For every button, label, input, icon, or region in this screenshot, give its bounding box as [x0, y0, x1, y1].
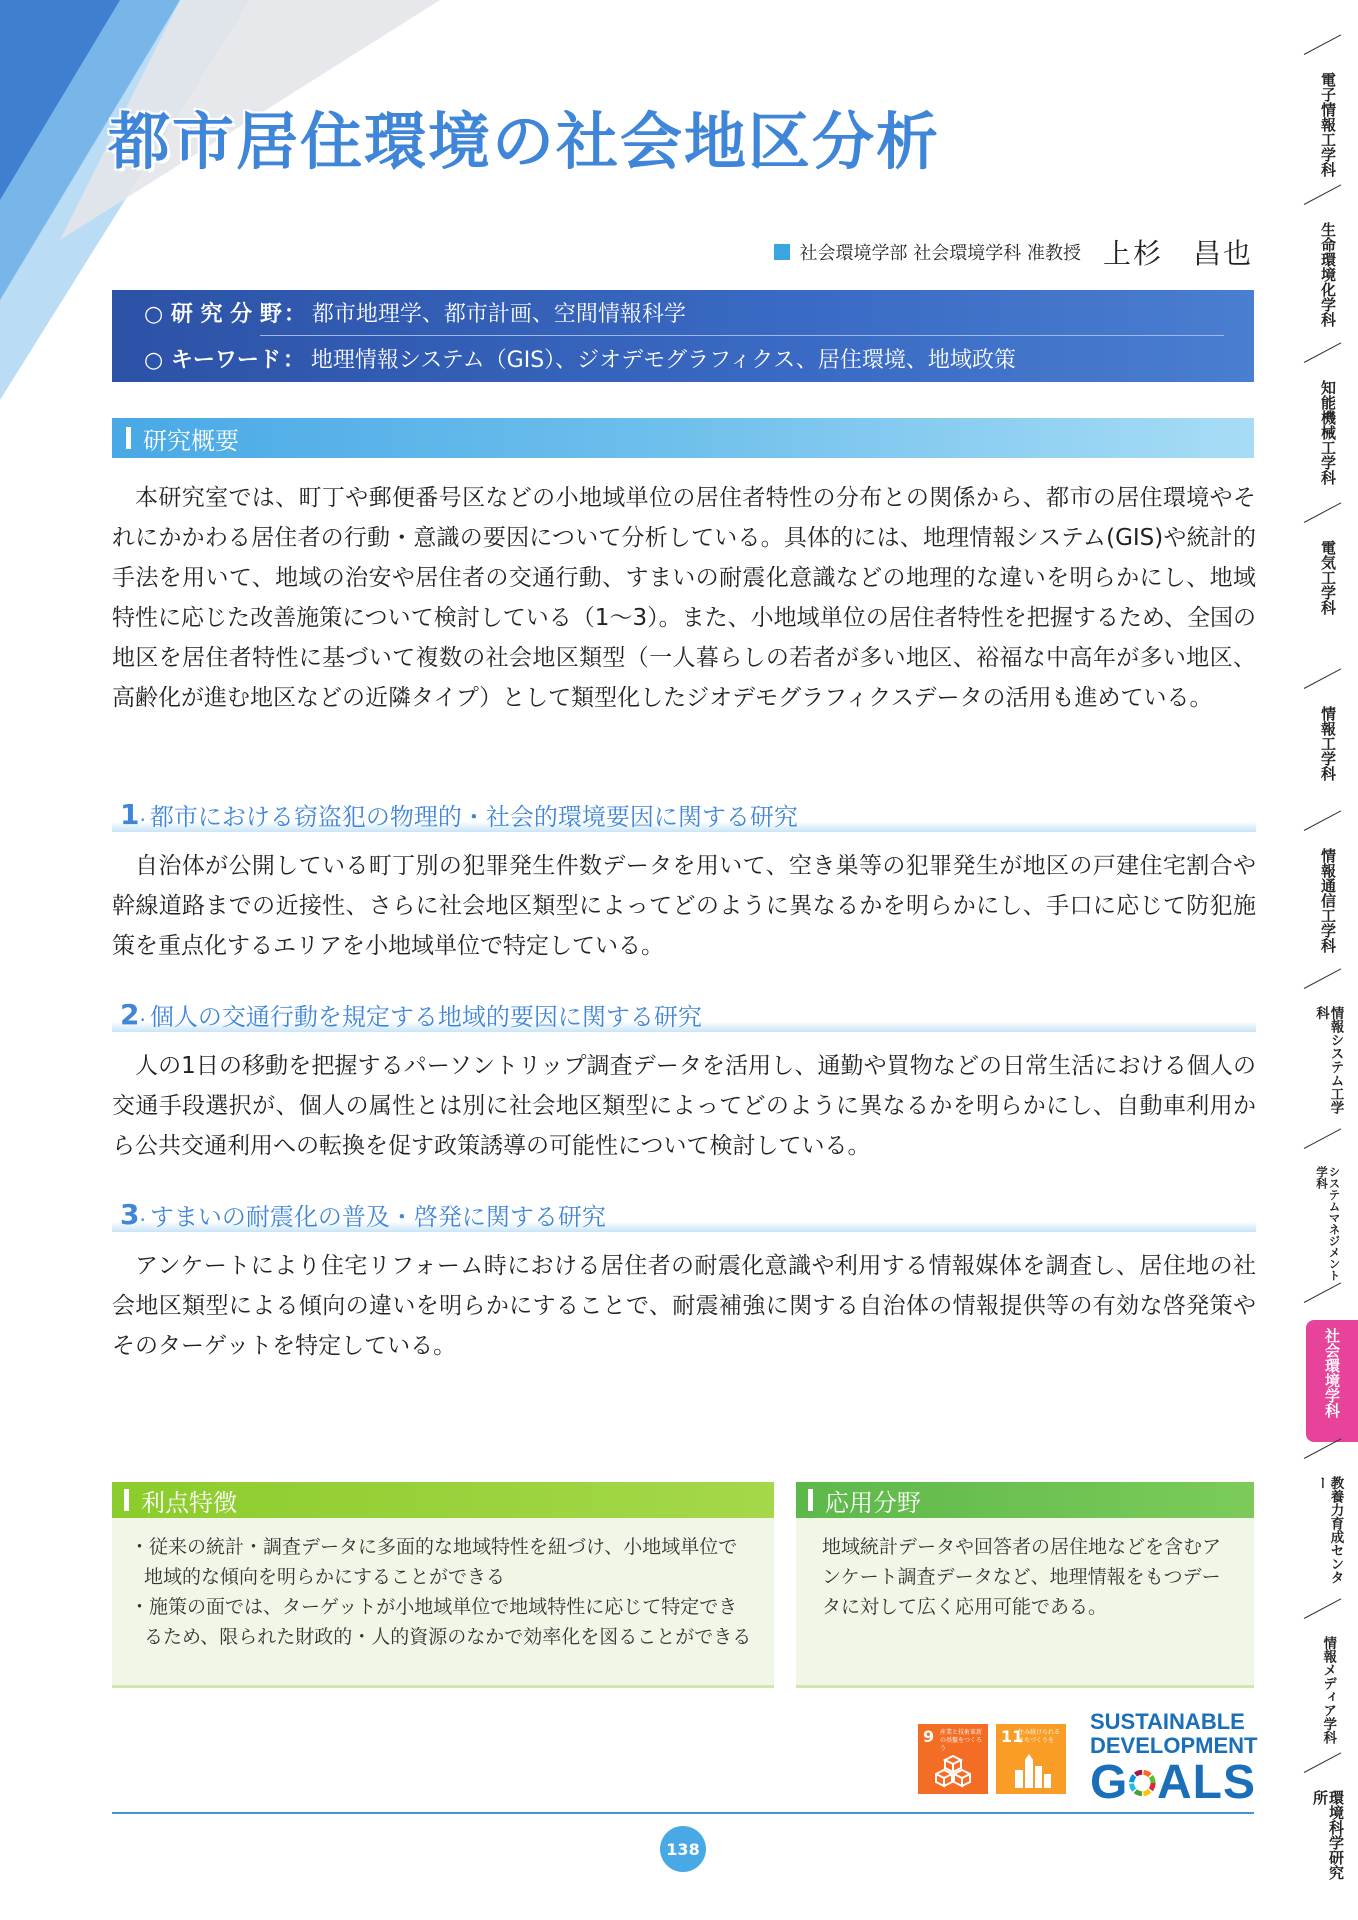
info-divider — [260, 335, 1224, 336]
side-tab-label: 電気工学科 — [1319, 540, 1337, 615]
sdg-logo — [1090, 1710, 1256, 1808]
side-tab-10[interactable] — [1306, 1476, 1350, 1594]
side-tab-8[interactable] — [1306, 1166, 1350, 1284]
research-info-box — [112, 290, 1254, 382]
sdg-9-text: 産業と技術革新の基盤をつくろう — [940, 1729, 983, 1752]
sdg-logo-line2: DEVELOPMENT — [1090, 1733, 1258, 1758]
sdg-wheel-icon — [1128, 1763, 1157, 1803]
applications-heading — [796, 1482, 1254, 1518]
side-tab-separator — [1304, 968, 1342, 989]
advantage-item: ・従来の統計・調査データに多面的な地域特性を紐づけ、小地域単位で地域的な傾向を明らかにすることができる — [130, 1536, 738, 1588]
side-tab-label: 生命環境化学科 — [1319, 222, 1337, 327]
city-icon — [1013, 1752, 1053, 1788]
square-bullet-icon — [774, 244, 790, 260]
side-tab-3[interactable] — [1306, 380, 1350, 498]
section-3-text: アンケートにより住宅リフォーム時における居住者の耐震化意識や利用する情報媒体を調査し、居住地の社会地区類型による傾向の違いを明らかにすることで、耐震補強に関する自治体の情報提供等の有効な啓発策やそのターゲットを特定している。 — [112, 1253, 1256, 1359]
sdg-9-number: 9 — [923, 1727, 935, 1746]
section-2-title: 個人の交通行動を規定する地域的要因に関する研究 — [149, 1002, 702, 1031]
section-1-heading: 1 . 都市における窃盗犯の物理的・社会的環境要因に関する研究 — [112, 796, 1256, 832]
author-affiliation: 社会環境学部 社会環境学科 准教授 — [799, 243, 1081, 264]
applications-box — [796, 1482, 1254, 1688]
side-tab-2[interactable] — [1306, 222, 1350, 340]
side-tab-11[interactable] — [1306, 1636, 1350, 1754]
section-2-number: 2 — [120, 997, 140, 1031]
advantages-body — [112, 1518, 774, 1688]
side-tab-6[interactable] — [1306, 848, 1350, 966]
advantage-item: ・施策の面では、ターゲットが小地域単位で地域特性に応じて特定できるため、限られた財政的・人的資源のなかで効率化を図ることができる — [130, 1596, 752, 1648]
overview-heading-label: 研究概要 — [143, 426, 239, 455]
side-tab-label: システムマネジメント学科 — [1315, 1166, 1342, 1281]
side-tab-12[interactable] — [1306, 1790, 1350, 1894]
applications-heading-label: 応用分野 — [825, 1488, 921, 1517]
overview-text: 本研究室では、町丁や郵便番号区などの小地域単位の居住者特性の分布との関係から、都市の居住環境やそれにかかわる居住者の行動・意識の要因について分析している。具体的には、地理情報システム(GIS)や統計的手法を用いて、地域の治安や居住者の交通行動、すまいの耐震化意識などの地理的な違いを明らかにし、地域特性に応じた改善施策について検討している（1〜3）。また、小地域単位の居住者特性を把握するため、全国の地区を居住者特性に基づいて複数の社会地区類型（一人暮らしの若者が多い地区、裕福な中高年が多い地区、高齢化が進む地区などの近隣タイプ）として類型化したジオデモグラフィクスデータの活用も進めている。 — [112, 485, 1256, 711]
side-tab-5[interactable] — [1306, 706, 1350, 796]
research-field-row: ○ 研 究 分 野 ： 都市地理学、都市計画、空間情報科学 — [112, 290, 1254, 334]
advantages-heading-label: 利点特徴 — [141, 1488, 237, 1517]
side-tab-4[interactable] — [1306, 540, 1350, 630]
side-tab-separator — [1304, 1128, 1342, 1149]
side-tab-separator — [1304, 668, 1342, 689]
research-field-value: 都市地理学、都市計画、空間情報科学 — [311, 301, 686, 327]
side-tab-separator — [1304, 34, 1342, 55]
cubes-icon — [935, 1752, 971, 1788]
advantages-box — [112, 1482, 774, 1688]
side-tab-7[interactable] — [1306, 1006, 1350, 1124]
side-tab-separator — [1304, 1752, 1342, 1773]
applications-text: 地域統計データや回答者の居住地などを含むアンケート調査データなど、地理情報をもつデータに対して広く応用可能である。 — [822, 1536, 1222, 1618]
section-3-number: 3 — [120, 1197, 140, 1231]
author-line — [774, 232, 1253, 272]
side-tab-label: 情報メディア学科 — [1320, 1636, 1337, 1744]
heading-bar-icon — [126, 427, 131, 449]
side-tab-9[interactable] — [1306, 1320, 1358, 1442]
section-2-text: 人の1日の移動を把握するパーソントリップ調査データを活用し、通勤や買物などの日常生活における個人の交通手段選択が、個人の属性とは別に社会地区類型によってどのように異なるかを明らかにし、自動車利用から公共交通利用への転換を促す政策誘導の可能性について検討している。 — [112, 1053, 1256, 1159]
side-tab-label: 情報工学科 — [1319, 706, 1337, 781]
side-tab-label: 電子情報工学科 — [1319, 72, 1337, 177]
author-name: 上杉 昌也 — [1102, 237, 1253, 270]
side-tab-1[interactable] — [1306, 72, 1350, 190]
heading-bar-icon — [808, 1489, 813, 1511]
side-tab-label: 教養力育成センター — [1313, 1476, 1344, 1584]
overview-heading — [112, 418, 1254, 458]
side-tab-separator — [1304, 1282, 1342, 1303]
side-tab-label: 環境科学研究所 — [1311, 1790, 1345, 1880]
sdg-11-text: 住み続けられるまちづくりを — [1018, 1729, 1061, 1744]
sdg-logo-line1: SUSTAINABLE — [1090, 1709, 1245, 1734]
section-3-title: すまいの耐震化の普及・啓発に関する研究 — [149, 1202, 606, 1231]
section-1-number: 1 — [120, 797, 140, 831]
research-field-label: ○ 研 究 分 野 — [144, 301, 282, 327]
sdg-11-tile — [996, 1724, 1066, 1794]
side-tab-separator — [1304, 810, 1342, 831]
side-tab-label: 知能機械工学科 — [1319, 380, 1337, 485]
sdg-logo-line3: G ALS — [1090, 1756, 1256, 1809]
page-title: 都市居住環境の社会地区分析 — [108, 105, 941, 178]
section-2-heading: 2 . 個人の交通行動を規定する地域的要因に関する研究 — [112, 996, 1256, 1032]
page-number: 138 — [660, 1826, 706, 1872]
applications-body — [796, 1518, 1254, 1688]
section-1-text: 自治体が公開している町丁別の犯罪発生件数データを用いて、空き巣等の犯罪発生が地区の戸建住宅割合や幹線道路までの近接性、さらに社会地区類型によってどのように異なるかを明らかにし、手口に応じて防犯施策を重点化するエリアを小地域単位で特定している。 — [112, 853, 1256, 959]
side-tab-label: 社会環境学科 — [1323, 1328, 1341, 1418]
side-tab-label: 情報通信工学科 — [1319, 848, 1337, 953]
side-tab-separator — [1304, 1598, 1342, 1619]
heading-bar-icon — [124, 1489, 129, 1511]
keyword-value: 地理情報システム（GIS）、ジオデモグラフィクス、居住環境、地域政策 — [310, 347, 1016, 373]
sdg-9-tile — [918, 1724, 988, 1794]
advantages-heading — [112, 1482, 774, 1518]
keyword-label: ○ キーワード — [144, 347, 281, 373]
keyword-row: ○ キーワード ： 地理情報システム（GIS）、ジオデモグラフィクス、居住環境、地域政策 — [112, 336, 1254, 380]
side-tab-separator — [1304, 502, 1342, 523]
side-tab-label: 情報システム工学科 — [1313, 1006, 1344, 1114]
side-tab-separator — [1304, 342, 1342, 363]
footer-divider — [112, 1812, 1254, 1814]
section-3-heading: 3 . すまいの耐震化の普及・啓発に関する研究 — [112, 1196, 1256, 1232]
section-1-title: 都市における窃盗犯の物理的・社会的環境要因に関する研究 — [149, 802, 798, 831]
sdg-11-number: 11 — [1001, 1727, 1024, 1746]
